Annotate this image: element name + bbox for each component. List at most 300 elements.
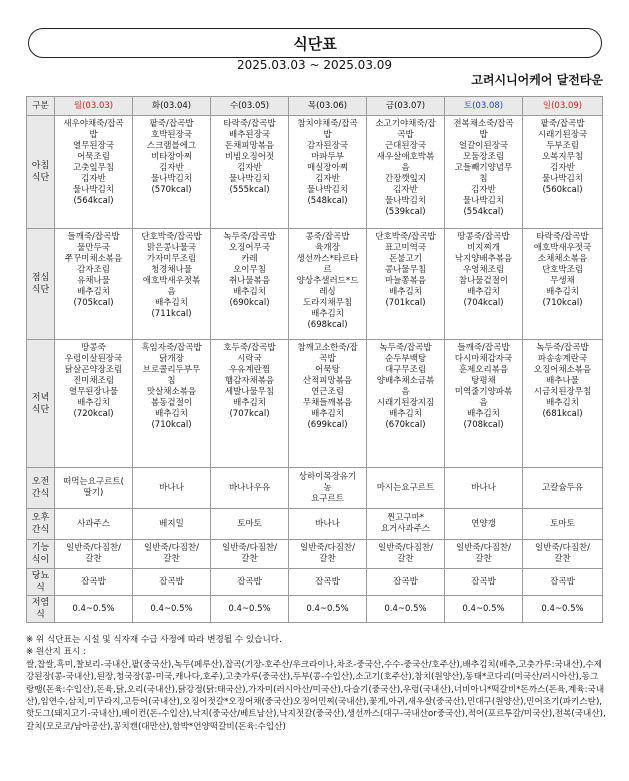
- menu-item: 침: [479, 174, 488, 184]
- menu-cell: [445, 540, 523, 569]
- menu-cell: [211, 229, 289, 340]
- row-label-line: 식단: [31, 173, 50, 183]
- menu-item: 오징어무국: [228, 243, 271, 253]
- menu-item: 시락국: [237, 354, 262, 364]
- menu-item: 토마토: [237, 518, 262, 529]
- row-label-line: 저녁: [31, 392, 50, 403]
- menu-item: 새우살애호박볶: [376, 152, 435, 162]
- menu-item: (708kcal): [463, 420, 504, 430]
- row-functional-diet: [27, 540, 603, 569]
- menu-item: 찐고구마*: [386, 513, 425, 523]
- menu-item: 유채나물: [77, 276, 110, 286]
- menu-item: 닭살곤약장조림: [64, 365, 123, 375]
- menu-cell: [211, 596, 289, 623]
- menu-cell: [133, 569, 211, 596]
- menu-item: 호두죽/잡곡밥: [223, 343, 276, 353]
- menu-item: (681kcal): [542, 409, 583, 419]
- menu-item: 물나박김치: [306, 185, 349, 195]
- menu-item: 물나박김치: [462, 196, 505, 206]
- menu-item: 물나박김치: [72, 185, 115, 195]
- menu-item: 잡곡밥: [393, 576, 418, 587]
- row-label-line: 간식: [31, 525, 50, 535]
- row-label-low-sodium-diet: [27, 596, 55, 623]
- menu-item: 0.4~0.5%: [541, 603, 584, 614]
- menu-cell: [133, 596, 211, 623]
- menu-cell: [211, 569, 289, 596]
- row-label-line: 오후: [31, 513, 50, 523]
- menu-item: 바나나: [315, 518, 340, 529]
- menu-item: 도라지채무침: [302, 298, 353, 308]
- menu-item: 봄동겉절이: [150, 398, 193, 408]
- menu-item: 우유계란찜: [228, 365, 271, 375]
- menu-item: 갈찬: [319, 554, 336, 564]
- day-header-fri: 금(03.07): [367, 97, 445, 116]
- menu-cell: [367, 340, 445, 468]
- menu-item: 간장깻잎지: [384, 174, 427, 184]
- menu-item: 잡곡밥: [550, 576, 575, 587]
- menu-item: 배추김치: [467, 409, 500, 419]
- menu-item: 시래기된장지짐: [376, 398, 435, 408]
- menu-cell: [55, 229, 133, 340]
- menu-item: 비빔오징어젓: [224, 152, 275, 162]
- menu-item: (539kcal): [385, 207, 426, 217]
- notes: [26, 634, 606, 733]
- menu-item: 참치야채죽/잡곡: [297, 119, 358, 129]
- menu-item: 시래기된장국: [537, 130, 588, 140]
- row-label-line: 식: [36, 610, 45, 620]
- menu-cell: [445, 468, 523, 509]
- menu-item: 순두부백탕: [384, 354, 427, 364]
- menu-cell: [367, 540, 445, 569]
- menu-cell: [55, 509, 133, 540]
- organization-name: 고려시니어케어 달전타운: [471, 73, 603, 87]
- menu-cell: [523, 596, 603, 623]
- menu-item: 양상추샐러드*드: [296, 276, 359, 286]
- menu-item: 땅콩죽/잡곡밥: [457, 232, 510, 242]
- day-header-sun: 일(03.09): [523, 97, 603, 116]
- row-label-morning-snack: [27, 468, 55, 509]
- header-row: [27, 97, 603, 116]
- menu-item: 육개장: [315, 243, 340, 253]
- menu-item: 고칼슘두유: [541, 482, 584, 493]
- menu-item: 일반죽/다짐찬/: [378, 543, 433, 553]
- menu-item: 레싱: [319, 287, 336, 297]
- menu-item: 연근조림: [311, 387, 344, 397]
- row-dinner: [27, 340, 603, 468]
- menu-item: (707kcal): [229, 409, 270, 419]
- menu-item: 마파두부: [311, 152, 344, 162]
- menu-cell: [367, 468, 445, 509]
- menu-cell: [445, 116, 523, 229]
- row-label-line: 기능: [31, 543, 50, 553]
- menu-item: 새우야채죽/잡곡: [63, 119, 124, 129]
- menu-item: 단호박죽/잡곡밥: [375, 232, 436, 242]
- day-header-tue: 화(03.04): [133, 97, 211, 116]
- menu-item: 오복지무침: [541, 152, 584, 162]
- menu-item: 사과주스: [77, 518, 110, 529]
- menu-item: 햄감자채볶음: [224, 376, 275, 386]
- menu-cell: [289, 569, 367, 596]
- menu-item: 김자반: [159, 163, 184, 173]
- menu-item: 배추김치: [155, 298, 188, 308]
- menu-cell: [523, 509, 603, 540]
- menu-item: 음: [401, 387, 410, 397]
- menu-cell: [133, 540, 211, 569]
- menu-item: 배추김치: [311, 409, 344, 419]
- row-label-functional-diet: [27, 540, 55, 569]
- menu-item: 떠먹는요구르트(: [63, 477, 124, 487]
- menu-item: 녹두죽/잡곡밥: [379, 343, 432, 353]
- menu-item: 갈찬: [475, 554, 492, 564]
- menu-item: 르: [323, 265, 332, 275]
- row-label-line: 오전: [31, 477, 50, 487]
- menu-item: 베지밀: [159, 518, 184, 529]
- menu-item: 모둠장조림: [462, 152, 505, 162]
- menu-item: 오징어채소볶음: [533, 365, 592, 375]
- menu-item: 근대된장국: [384, 141, 427, 151]
- menu-item: 배추김치: [233, 398, 266, 408]
- menu-item: (704kcal): [463, 298, 504, 308]
- menu-cell: [445, 229, 523, 340]
- menu-cell: [367, 509, 445, 540]
- menu-item: 타락죽/잡곡밥: [536, 232, 589, 242]
- menu-item: (705kcal): [73, 298, 114, 308]
- row-morning-snack: [27, 468, 603, 509]
- menu-item: 배추된장국: [228, 130, 271, 140]
- menu-item: 어묵탕: [315, 365, 340, 375]
- menu-cell: [133, 229, 211, 340]
- menu-item: 탕평채: [471, 376, 496, 386]
- menu-item: 침: [167, 376, 176, 386]
- menu-cell: [55, 540, 133, 569]
- menu-item: (670kcal): [385, 420, 426, 430]
- menu-cell: [289, 116, 367, 229]
- menu-cell: [133, 509, 211, 540]
- row-label-line: 식이: [31, 555, 50, 565]
- menu-item: 음: [479, 398, 488, 408]
- menu-item: 물나박김치: [150, 174, 193, 184]
- menu-item: 갈찬: [241, 554, 258, 564]
- menu-item: (555kcal): [229, 185, 270, 195]
- menu-item: 상하이목장유기: [298, 471, 357, 482]
- menu-item: 가자미무조림: [146, 254, 197, 264]
- menu-item: 팥죽/잡곡밥: [540, 119, 585, 129]
- menu-item: 일반죽/다짐찬/: [456, 543, 511, 553]
- menu-item: 애호박새우젓볶: [142, 276, 201, 286]
- menu-item: 일반죽/다짐찬/: [222, 543, 277, 553]
- menu-item: 타락죽/잡곡밥: [223, 119, 276, 129]
- menu-item: 파송송계란국: [537, 354, 588, 364]
- menu-item: 연양갱: [471, 518, 496, 529]
- row-label-line: 간식: [31, 489, 50, 499]
- menu-item: 감자조림: [77, 265, 110, 275]
- menu-item: 밥: [479, 130, 488, 140]
- day-header-sat: 토(03.08): [445, 97, 523, 116]
- row-diabetic-diet: [27, 569, 603, 596]
- menu-item: 배추김치: [233, 287, 266, 297]
- row-afternoon-snack: [27, 509, 603, 540]
- menu-item: (564kcal): [73, 196, 114, 206]
- change-notice: ※ 위 식단표는 시설 및 식자재 수급 사정에 따라 변경될 수 있습니다.: [26, 635, 282, 645]
- menu-item: 잡곡밥: [315, 576, 340, 587]
- menu-cell: [523, 116, 603, 229]
- menu-item: 콩죽/잡곡밥: [305, 232, 350, 242]
- menu-item: 고들빼기양념무: [454, 163, 513, 173]
- menu-item: 브로콜리두부무: [142, 365, 201, 375]
- menu-item: 밥: [89, 130, 98, 140]
- menu-item: 얼갈이된장국: [458, 141, 509, 151]
- menu-cell: [445, 509, 523, 540]
- menu-item: 오이무침: [233, 265, 266, 275]
- menu-cell: [445, 340, 523, 468]
- menu-item: 요거사과주스: [380, 524, 431, 534]
- menu-item: 김자반: [471, 185, 496, 195]
- row-label-line: 식단: [31, 404, 50, 415]
- menu-item: 무채들깨볶음: [302, 398, 353, 408]
- menu-item: 갈찬: [554, 554, 571, 564]
- menu-item: 마시는요구르트: [376, 482, 435, 493]
- menu-item: (699kcal): [307, 420, 348, 430]
- row-low-sodium-diet: [27, 596, 603, 623]
- menu-item: 녹두죽/잡곡밥: [223, 232, 276, 242]
- menu-item: 표고미역국: [384, 243, 427, 253]
- menu-cell: [289, 468, 367, 509]
- menu-item: 들깨죽/잡곡밥: [457, 343, 510, 353]
- meal-plan-table: [26, 96, 603, 623]
- menu-item: 두부조림: [546, 141, 579, 151]
- row-label-line: 당뇨: [31, 571, 50, 581]
- menu-item: 땅콩죽: [81, 343, 106, 353]
- menu-cell: [289, 596, 367, 623]
- menu-item: 김자반: [315, 174, 340, 184]
- row-label-line: 아침: [31, 161, 50, 171]
- menu-item: 물나박김치: [541, 174, 584, 184]
- row-label-diabetic-diet: [27, 569, 55, 596]
- menu-item: 곡밥: [319, 354, 336, 364]
- menu-item: 훈제오리볶음: [458, 365, 509, 375]
- menu-item: 잡곡밥: [159, 576, 184, 587]
- menu-item: 콩나물무침: [384, 265, 427, 275]
- menu-item: 흑임자죽/잡곡밥: [141, 343, 202, 353]
- menu-item: 단호박죽/잡곡밥: [141, 232, 202, 242]
- menu-item: (701kcal): [385, 298, 426, 308]
- menu-item: 다시마채감자국: [454, 354, 513, 364]
- menu-cell: [55, 468, 133, 509]
- menu-item: 딸기): [83, 488, 104, 498]
- menu-item: 녹두죽/잡곡밥: [536, 343, 589, 353]
- menu-item: 호박된장국: [150, 130, 193, 140]
- row-label-line: 식단: [31, 285, 50, 295]
- menu-cell: [367, 569, 445, 596]
- row-breakfast: [27, 116, 603, 229]
- menu-item: 물나박김치: [384, 196, 427, 206]
- row-label-afternoon-snack: [27, 509, 55, 540]
- menu-cell: [211, 540, 289, 569]
- menu-item: 바나나: [159, 482, 184, 493]
- menu-cell: [133, 116, 211, 229]
- menu-item: 배추김치: [77, 398, 110, 408]
- menu-item: 매실장아찌: [306, 163, 349, 173]
- menu-item: 농: [323, 482, 332, 493]
- menu-item: 대구무조림: [384, 365, 427, 375]
- menu-item: 일반죽/다짐찬/: [144, 543, 199, 553]
- menu-item: 음: [167, 287, 176, 297]
- menu-cell: [289, 340, 367, 468]
- menu-item: 참깨고소한죽/잡: [297, 343, 358, 353]
- menu-item: 무생채: [550, 276, 575, 286]
- menu-item: (710kcal): [542, 298, 583, 308]
- menu-item: (548kcal): [307, 196, 348, 206]
- day-header-thu: 목(03.06): [289, 97, 367, 116]
- menu-item: 쭈꾸미채소볶음: [64, 254, 123, 264]
- row-label-dinner: [27, 340, 55, 468]
- menu-item: 닭개장: [159, 354, 184, 364]
- menu-item: 우렁이살된장국: [64, 354, 123, 364]
- menu-cell: [133, 468, 211, 509]
- menu-item: (698kcal): [307, 320, 348, 330]
- menu-item: 밥: [323, 130, 332, 140]
- row-lunch: [27, 229, 603, 340]
- menu-cell: [523, 569, 603, 596]
- menu-item: 배추김치: [155, 409, 188, 419]
- row-label-breakfast: [27, 116, 55, 229]
- menu-cell: [55, 596, 133, 623]
- menu-item: 음: [401, 163, 410, 173]
- menu-cell: [55, 116, 133, 229]
- menu-item: 스크램블에그: [146, 141, 197, 151]
- menu-item: 김자반: [81, 174, 106, 184]
- menu-item: 갈찬: [85, 554, 102, 564]
- menu-item: 양배추채소금볶: [376, 376, 435, 386]
- menu-item: 잡곡밥: [471, 576, 496, 587]
- row-label-line: 저염: [31, 598, 50, 608]
- menu-cell: [211, 509, 289, 540]
- menu-cell: [523, 340, 603, 468]
- menu-item: 0.4~0.5%: [306, 603, 349, 614]
- menu-cell: [445, 596, 523, 623]
- header-label: 구분: [27, 97, 55, 116]
- menu-item: 카레: [241, 254, 258, 264]
- menu-item: 배추김치: [546, 398, 579, 408]
- menu-item: (570kcal): [151, 185, 192, 195]
- menu-item: 배추나물: [546, 376, 579, 386]
- menu-cell: [367, 116, 445, 229]
- menu-cell: [211, 116, 289, 229]
- menu-item: 비지찌개: [467, 243, 500, 253]
- menu-cell: [133, 340, 211, 468]
- menu-item: 배추김치: [467, 287, 500, 297]
- menu-item: 0.4~0.5%: [150, 603, 193, 614]
- menu-item: 토마토: [550, 518, 575, 529]
- menu-item: 맑은콩나물국: [146, 243, 197, 253]
- menu-cell: [523, 540, 603, 569]
- menu-item: 애호박새우젓국: [533, 243, 592, 253]
- menu-cell: [289, 509, 367, 540]
- menu-item: 0.4~0.5%: [72, 603, 115, 614]
- menu-item: (690kcal): [229, 298, 270, 308]
- menu-item: 배추김치: [77, 287, 110, 297]
- menu-item: 0.4~0.5%: [228, 603, 271, 614]
- menu-item: (711kcal): [151, 309, 192, 319]
- menu-item: 취나물볶음: [228, 276, 271, 286]
- menu-item: 비타장아찌: [150, 152, 193, 162]
- menu-item: 일반죽/다짐찬/: [300, 543, 355, 553]
- menu-item: (720kcal): [73, 409, 114, 419]
- menu-cell: [445, 569, 523, 596]
- day-header-mon: 월(03.03): [55, 97, 133, 116]
- menu-cell: [211, 468, 289, 509]
- menu-item: 물만두국: [77, 243, 110, 253]
- menu-item: 진미채조림: [72, 376, 115, 386]
- page-title: 식단표: [28, 28, 602, 58]
- menu-item: 물나박김치: [228, 174, 271, 184]
- menu-item: 들깨죽/잡곡밥: [67, 232, 120, 242]
- origin-list: 쌀,찹쌀,흑미,찰보리-국내산,팥(중국산),녹두(페루산),잡곡(기장-호주산/우크라이나,차조-중국산,수수-중국산/호주산),배추김치(배추,고춧가루:국내산),수제강된장(콩-국내산),된장,청국장(콩-미국,캐나다,호주),고춧가루(중국산),두부(콩-수입산),소고기(호주산),참치(원양산),동태*코다리(미국산/러시아산),동그랑땡(돈육:수입산),돈육,닭,오리(국내산),닭강정(닭:태국산),가자미(러시아산/미국산),다슬기(중국산),우렁(국내산),너비아니*떡갈비*돈까스(돈육,계육:국내산),임연수,삼치,미꾸라지,고등어(국내산),오징어젓갈*오징어채(중국산)오징어민찌(국내산),꽃게,아귀,새우살(중국산),민대구(원양산),민어조기(파키스탄),핫도그(돼지고기-국내산),베이컨(돈-수입산),낙지(중국산/베트남산),낙지젓갈(중국산),생선까스(대구-국내산or중국산),적어(포르투갈/미국산),전복(국내산),갈치(모로코/남아공산),꽁치캔(대만산),함박*언양떡갈비(돈육:수입산): [26, 659, 606, 732]
- menu-item: 김자반: [393, 185, 418, 195]
- menu-item: 배추김치: [389, 287, 422, 297]
- menu-item: 배추김치: [389, 409, 422, 419]
- row-label-lunch: [27, 229, 55, 340]
- menu-item: 우엉채조림: [462, 265, 505, 275]
- menu-item: 갈찬: [163, 554, 180, 564]
- menu-item: 산적피망볶음: [302, 376, 353, 386]
- menu-cell: [55, 340, 133, 468]
- menu-cell: [523, 229, 603, 340]
- menu-item: 일반죽/다짐찬/: [535, 543, 590, 553]
- menu-item: 일반죽/다짐찬/: [66, 543, 121, 553]
- menu-item: 미역줄기양파볶: [454, 387, 513, 397]
- menu-item: 전복채소죽/잡곡: [453, 119, 514, 129]
- menu-cell: [367, 229, 445, 340]
- menu-cell: [289, 229, 367, 340]
- menu-item: 바나나: [471, 482, 496, 493]
- menu-item: 낙지양배추볶음: [454, 254, 513, 264]
- menu-item: 소고기야채죽/잡: [375, 119, 436, 129]
- menu-cell: [289, 540, 367, 569]
- menu-item: 단호박조림: [541, 265, 584, 275]
- menu-item: 바나나우유: [228, 482, 271, 493]
- menu-item: 생선까스*타르타: [296, 254, 359, 264]
- menu-item: 시금치된장무침: [533, 387, 592, 397]
- row-label-line: 점심: [31, 273, 50, 283]
- menu-item: 0.4~0.5%: [384, 603, 427, 614]
- day-header-wed: 수(03.05): [211, 97, 289, 116]
- menu-item: 고춧잎무침: [72, 163, 115, 173]
- menu-item: 돈채피망볶음: [224, 141, 275, 151]
- menu-cell: [55, 569, 133, 596]
- menu-item: 요구르트: [311, 493, 344, 504]
- menu-cell: [367, 596, 445, 623]
- menu-cell: [211, 340, 289, 468]
- menu-item: 0.4~0.5%: [462, 603, 505, 614]
- menu-item: 곡밥: [397, 130, 414, 140]
- menu-item: (554kcal): [463, 207, 504, 217]
- menu-item: 돈불고기: [389, 254, 422, 264]
- menu-item: 소채채소볶음: [537, 254, 588, 264]
- menu-item: 열무된장국: [72, 141, 115, 151]
- date-range: 2025.03.03 ~ 2025.03.09: [236, 58, 393, 72]
- menu-item: 김자반: [237, 163, 262, 173]
- menu-item: 열무된장나물: [68, 387, 119, 397]
- menu-item: 배추김치: [546, 287, 579, 297]
- menu-item: 잡곡밥: [237, 576, 262, 587]
- menu-item: (560kcal): [542, 185, 583, 195]
- menu-item: 팥죽/잡곡밥: [149, 119, 194, 129]
- menu-item: 청경채나물: [150, 265, 193, 275]
- menu-cell: [523, 468, 603, 509]
- menu-item: 참나물겉절이: [458, 276, 509, 286]
- row-label-line: 식: [36, 583, 45, 593]
